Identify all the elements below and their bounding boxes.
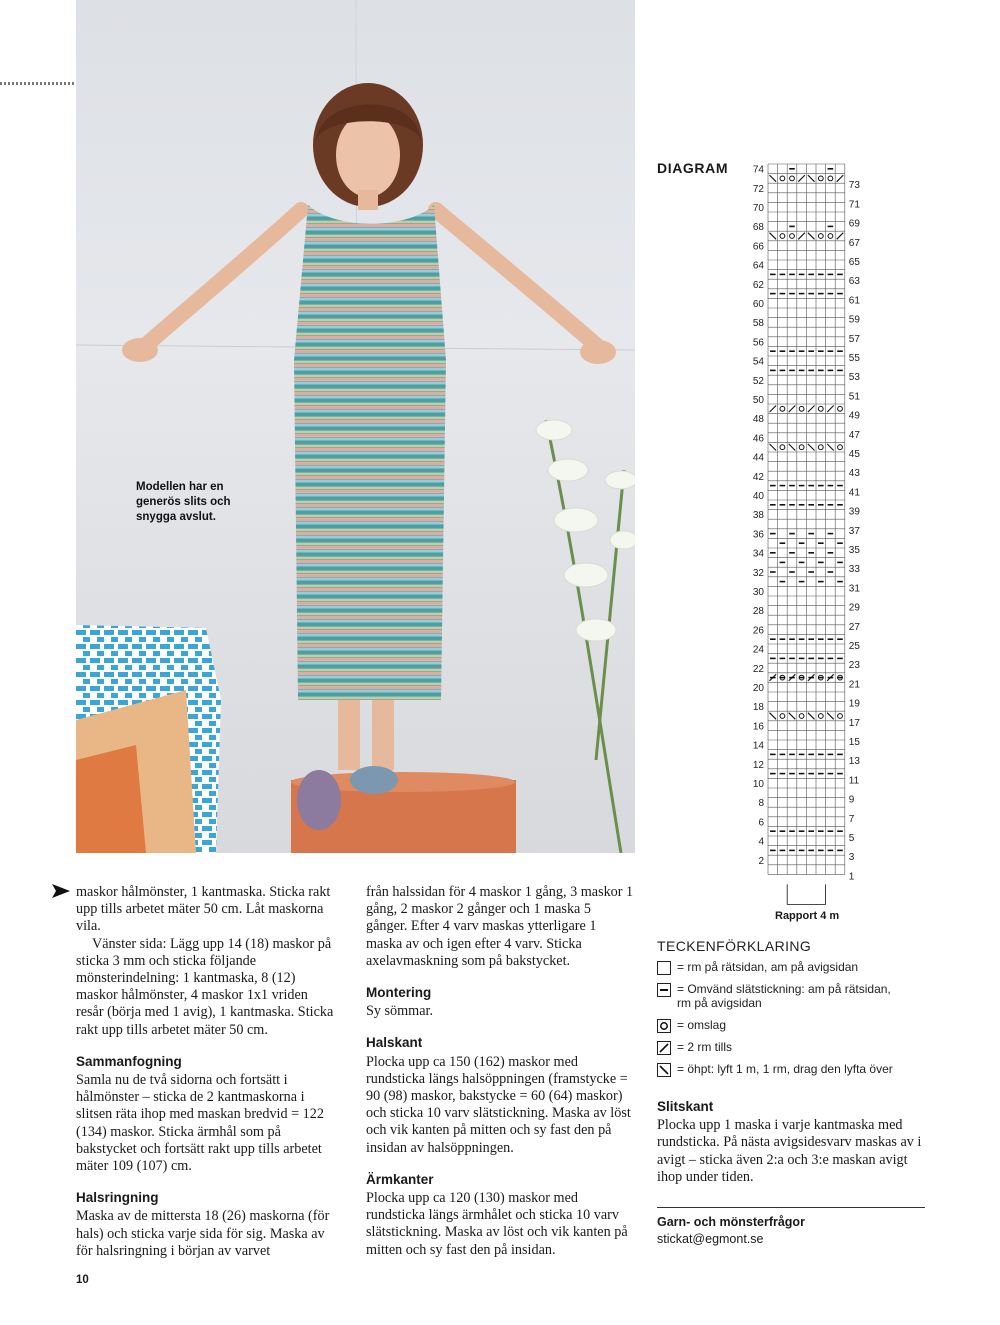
backslash-square-icon [657,1063,671,1077]
row-label: 6 [758,817,764,829]
contact-title: Garn- och mönsterfrågor [657,1215,805,1229]
row-label: 39 [848,506,860,518]
row-label: 12 [752,759,764,771]
row-label: 44 [752,452,764,464]
row-label: 55 [848,353,860,364]
row-label: 45 [848,449,860,460]
row-label: 73 [848,180,860,192]
row-label: 52 [752,375,764,387]
slash-square-icon [657,1041,671,1055]
row-label: 46 [752,433,764,445]
row-label: 53 [848,372,860,384]
row-label: 57 [848,333,860,345]
photo-caption: Modellen har en generös slits och snygga avslut. [136,481,231,523]
slit-heading: Slitskant [657,1099,714,1114]
row-label: 17 [848,717,860,729]
row-label: 58 [752,318,764,330]
armbands-paragraph: Plocka upp ca 120 (130) maskor med rundsticka längs ärmhålet och sticka 10 varv slätstickning. Maska av löst och vik kanten på mitten och sy fast den på insidan. [366,1190,628,1258]
row-label: 59 [848,314,860,326]
legend-item: = 2 rm tills [657,1040,937,1054]
row-label: 18 [752,702,764,714]
row-label: 38 [752,510,764,522]
row-label: 71 [848,199,860,211]
joining-paragraph: Samla nu de två sidorna och fortsätt i hålmönster – sticka de 2 kantmaskorna i slitsen räta ihop med maskan bredvid = 122 (134) maskor. Sticka ärmhål som på bakstycket och fortsätt rakt upp tills arbetet mäter 109 (107) cm. [76,1072,324,1175]
joining-heading: Sammanfogning [76,1053,182,1069]
row-label: 48 [752,414,764,426]
row-label: 49 [848,410,860,422]
row-label: 20 [752,683,764,694]
neck-paragraph: Maska av de mittersta 18 (26) maskorna (för hals) och sticka varje sida för sig. Maska av för halsringning i början av varvet [76,1208,330,1259]
row-label: 25 [848,641,860,652]
row-label: 3 [848,852,855,864]
legend-title: TECKENFÖRKLARING [657,938,812,954]
row-label: 9 [848,794,855,806]
row-label: 22 [752,663,764,675]
rapport-label: Rapport 4 m [775,910,840,922]
legend-item: = omslag [657,1018,937,1032]
contact-email[interactable]: stickat@egmont.se [657,1232,764,1246]
row-label: 26 [752,625,764,637]
row-label: 51 [848,391,860,403]
row-label: 63 [848,276,860,288]
row-label: 72 [752,183,764,195]
row-label: 62 [752,279,764,291]
circle-square-icon [657,1019,671,1033]
row-label: 33 [848,564,860,576]
legend [657,960,937,1084]
row-label: 28 [752,606,764,618]
row-label: 2 [758,855,764,867]
row-label: 13 [848,756,860,768]
legend-item: = öhpt: lyft 1 m, 1 rm, drag den lyfta över [657,1062,937,1076]
assembly-paragraph: Sy sömmar. [366,1003,434,1020]
neckband-heading: Halskant [366,1035,423,1051]
legend-item: = Omvänd slätstickning: am på rätsidan, rm på avigsidan [657,982,937,1010]
contact-divider [657,1207,925,1208]
row-label: 27 [848,621,860,633]
row-label: 68 [752,222,764,234]
continuation-arrow-icon [52,884,70,898]
row-label: 14 [752,740,764,752]
row-label: 66 [752,241,764,253]
text-column-1 [76,884,338,1260]
diagram-title: DIAGRAM [657,160,729,176]
row-label: 31 [848,583,860,595]
armbands-heading: Ärmkanter [366,1171,434,1187]
row-label: 30 [752,587,764,598]
row-label: 60 [752,299,764,310]
row-label: 21 [848,679,860,691]
knitting-chart [745,160,875,905]
row-label: 47 [848,429,860,441]
slit-section [657,1098,932,1186]
row-label: 37 [848,525,860,537]
row-label: 54 [752,356,764,368]
row-label: 42 [752,471,764,483]
row-label: 4 [758,836,764,848]
row-label: 70 [752,203,764,214]
row-label: 65 [848,257,860,268]
row-label: 23 [848,660,860,672]
slit-paragraph: Plocka upp 1 maska i varje kantmaska med rundsticka. På nästa avigsidesvarv maskas av i avigt – sticka även 2:a och 3:e maskan avigt ihop under tiden. [657,1117,922,1185]
row-label: 36 [752,529,764,541]
row-label: 43 [848,468,860,480]
row-label: 74 [752,164,764,176]
row-label: 15 [848,737,860,748]
empty-square-icon [657,961,671,975]
page-number: 10 [76,1274,89,1286]
row-label: 24 [752,644,764,656]
neck-heading: Halsringning [76,1190,159,1206]
row-label: 5 [848,833,855,844]
row-label: 11 [848,775,860,787]
row-label: 8 [758,798,764,810]
row-label: 32 [752,567,764,579]
row-label: 34 [752,548,764,560]
row-label: 64 [752,260,764,272]
row-label: 40 [752,491,764,502]
row-label: 41 [848,487,860,499]
row-label: 1 [848,871,855,883]
assembly-heading: Montering [366,985,432,1001]
row-label: 29 [848,602,860,614]
model-photo [76,0,635,853]
legend-item: = rm på rätsidan, am på avigsidan [657,960,937,974]
row-label: 56 [752,337,764,349]
neckband-paragraph: Plocka upp ca 150 (162) maskor med rundsticka längs halsöppningen (framstycke = 90 (98) maskor, bakstycke = 60 (64) maskor) och sticka 10 varv slätstickning. Maska av löst och vik kanten på mitten och sy fast den på insidan av halsöppningen. [366,1053,631,1156]
row-label: 7 [848,813,855,825]
row-label: 35 [848,545,860,556]
row-label: 67 [848,237,860,249]
text-column-2 [366,884,634,1259]
row-label: 16 [752,721,764,733]
row-label: 19 [848,698,860,710]
row-label: 69 [848,218,860,230]
intro-paragraph: maskor hålmönster, 1 kantmaska. Sticka rakt upp tills arbetet mäter 50 cm. Låt maskorna vila. [76,884,331,935]
row-label: 61 [848,295,860,307]
left-side-paragraph: Vänster sida: Lägg upp 14 (18) maskor på sticka 3 mm och sticka följande mönsterindelning: 1 kantmaska, 8 (12) maskor hålmönster, 4 maskor 1x1 vriden resår (börja med 1 avig), 1 kantmaska. Sticka rakt upp tills arbetet mäter 50 cm. [76,935,334,1038]
row-label: 10 [752,779,764,790]
row-label: 50 [752,395,764,406]
dash-square-icon [657,983,671,997]
continuation-paragraph: från halssidan för 4 maskor 1 gång, 3 maskor 1 gång, 2 maskor 2 gånger och 1 maska 5 gånger. Efter 4 varv maskas ytterligare 1 maska av och igen efter 4 varv. Sticka axelavmaskning som på bakstycket. [366,884,634,969]
